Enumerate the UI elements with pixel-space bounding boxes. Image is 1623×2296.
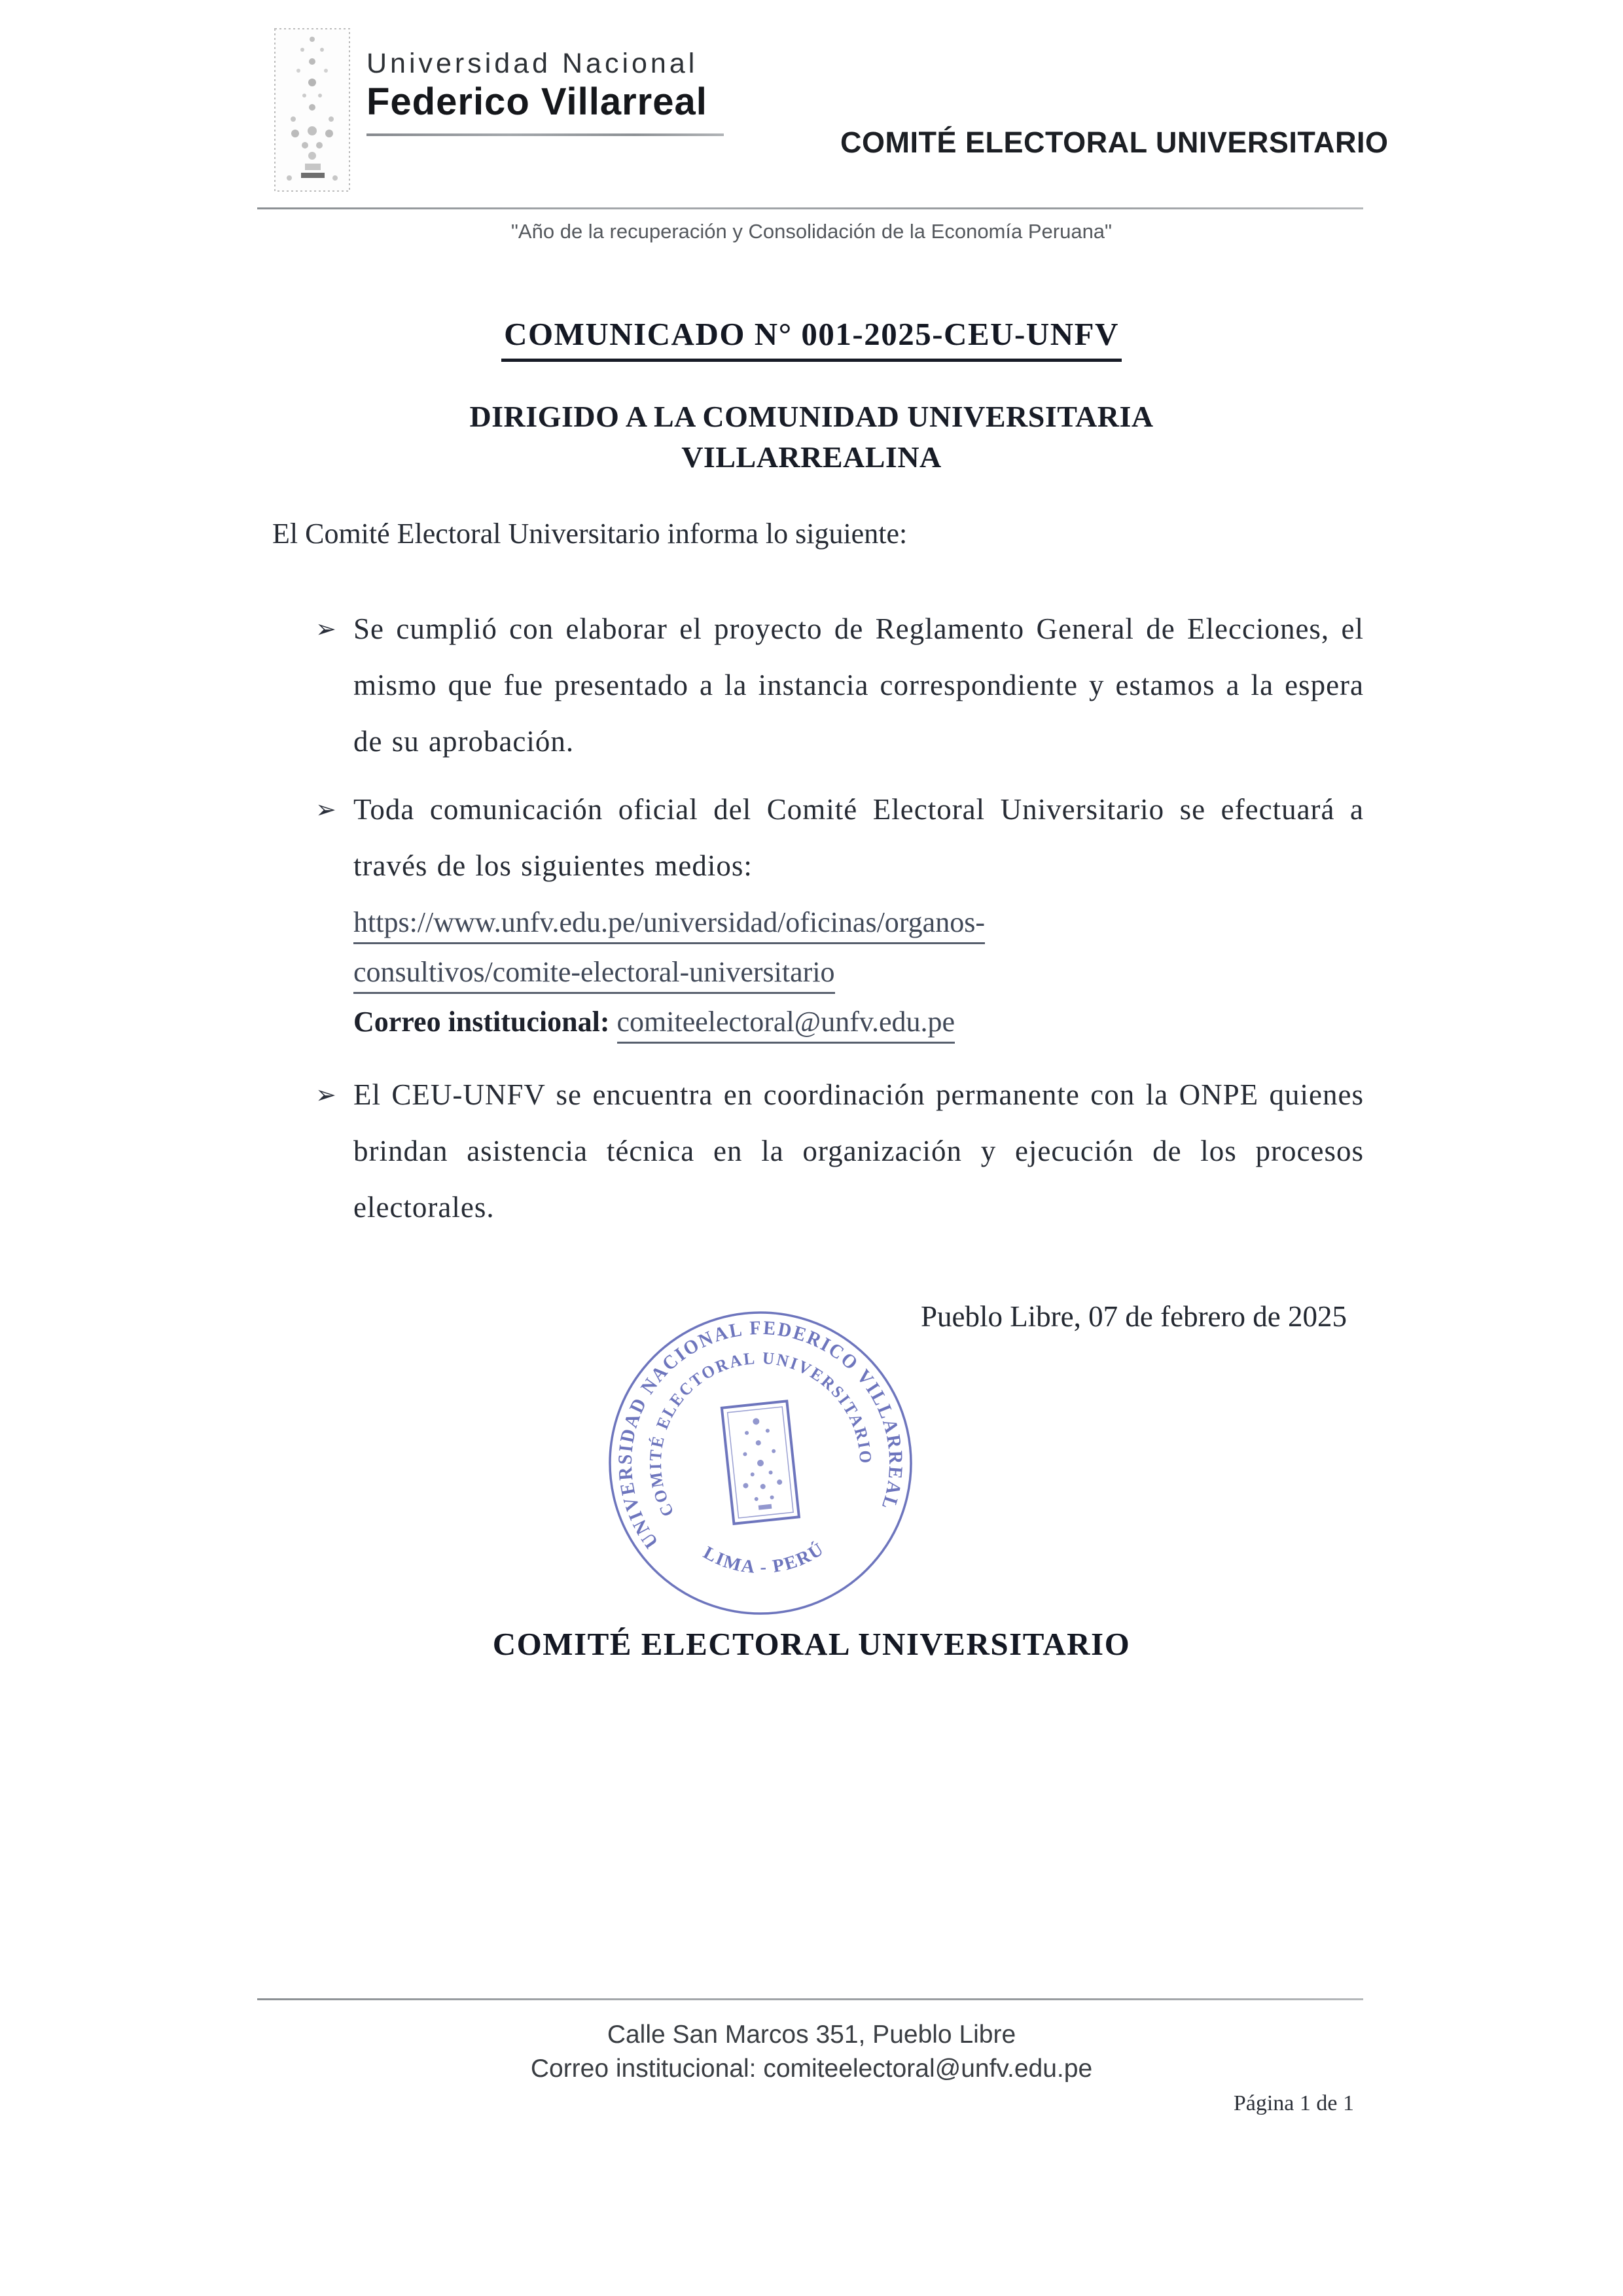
page-number: Página 1 de 1 (1233, 2091, 1354, 2115)
bullet-arrow-icon: ➢ (315, 1080, 336, 1109)
stamp-inner-text: COMITÉ ELECTORAL UNIVERSITARIO (645, 1348, 876, 1520)
intro-paragraph: El Comité Electoral Universitario informa lo siguiente: (272, 518, 908, 550)
university-name-block (366, 46, 724, 136)
official-channels-block (353, 898, 1364, 1047)
bullet-item-2 (272, 781, 1364, 894)
bullet-text-1: Se cumplió con elaborar el proyecto de Reglamento General de Elecciones, el mismo que fue presentado a la instancia correspondiente y estamos a la espera de su aprobación. (353, 612, 1364, 758)
university-name-divider (366, 133, 724, 136)
stamp-outer-text: UNIVERSIDAD NACIONAL FEDERICO VILLARREAL (614, 1316, 907, 1553)
signature-heading: COMITÉ ELECTORAL UNIVERSITARIO (492, 1626, 1131, 1662)
institutional-email-row (353, 997, 1364, 1047)
email-label: Correo institucional: (353, 1006, 610, 1038)
university-crest-logo (274, 27, 351, 192)
footer-email: Correo institucional: comiteelectoral@unfv.edu.pe (530, 2055, 1093, 2083)
website-link-line2[interactable]: consultivos/comite-electoral-universitario (353, 953, 835, 994)
footer-rule (257, 1998, 1363, 2000)
year-motto: "Año de la recuperación y Consolidación de la Economía Peruana" (510, 220, 1113, 243)
place-date-line: Pueblo Libre, 07 de febrero de 2025 (920, 1300, 1347, 1333)
footer-address: Calle San Marcos 351, Pueblo Libre (607, 2021, 1016, 2049)
bullet-text-2: Toda comunicación oficial del Comité Electoral Universitario se efectuará a través de los siguientes medios: (353, 793, 1364, 882)
header-rule (257, 207, 1363, 209)
university-name-line1: Universidad Nacional (366, 48, 698, 79)
bullet-arrow-icon: ➢ (315, 795, 336, 824)
bullet-arrow-icon: ➢ (315, 614, 336, 643)
official-stamp (606, 1309, 915, 1617)
email-link[interactable]: comiteelectoral@unfv.edu.pe (617, 1003, 955, 1044)
document-body (272, 601, 1364, 1235)
stamp-crest-pattern (736, 1416, 785, 1511)
document-title: COMUNICADO N° 001-2025-CEU-UNFV (501, 315, 1122, 362)
document-title-wrap (0, 315, 1623, 362)
svg-text:LIMA - PERÚ (698, 1530, 830, 1585)
bullet-item-3 (272, 1067, 1364, 1235)
bullet-text-3: El CEU-UNFV se encuentra en coordinación permanente con la ONPE quienes brindan asistencia técnica en la organización y ejecución de los procesos electorales. (353, 1078, 1364, 1224)
website-link-line1[interactable]: https://www.unfv.edu.pe/universidad/oficinas/organos- (353, 904, 985, 944)
bullet-item-1 (272, 601, 1364, 769)
document-subtitle: DIRIGIDO A LA COMUNIDAD UNIVERSITARIA VILLARREALINA (469, 400, 1154, 474)
header-office-title: COMITÉ ELECTORAL UNIVERSITARIO (840, 126, 1389, 159)
stamp-bottom-text: LIMA - PERÚ (700, 1538, 829, 1578)
university-name-line2: Federico Villarreal (366, 80, 707, 123)
